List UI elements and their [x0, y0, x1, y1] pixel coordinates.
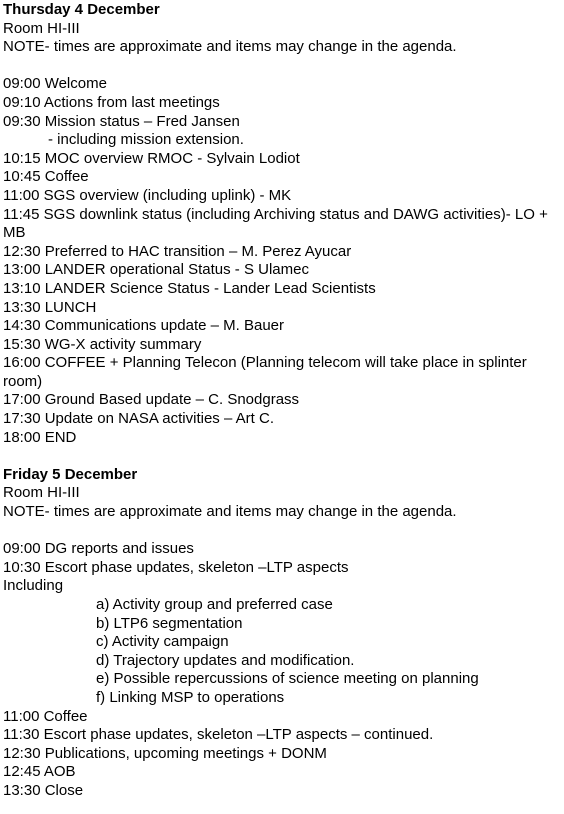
agenda-item: 11:45 SGS downlink status (including Archiving status and DAWG activities)- LO + MB [3, 205, 548, 242]
agenda-item: 13:00 LANDER operational Status - S Ulamec [3, 261, 309, 279]
day2-heading: Friday 5 December [3, 465, 138, 483]
day2-note: NOTE- times are approximate and items may change in the agenda. [3, 503, 457, 521]
agenda-item: 09:00 Welcome [3, 75, 107, 93]
agenda-item: 12:30 Publications, upcoming meetings + DONM [3, 744, 327, 762]
agenda-item: Including [3, 577, 64, 595]
agenda-item: 18:00 END [3, 428, 77, 446]
agenda-item: 13:10 LANDER Science Status - Lander Lead Scientists [3, 279, 376, 297]
day1-note: NOTE- times are approximate and items may change in the agenda. [3, 38, 457, 56]
agenda-item: 13:30 LUNCH [3, 298, 97, 316]
day1-room: Room HI-III [3, 19, 80, 37]
agenda-item: 09:00 DG reports and issues [3, 540, 194, 558]
spacer [3, 447, 561, 466]
agenda-subitem: a) Activity group and preferred case [96, 596, 333, 613]
agenda-item: 11:00 SGS overview (including uplink) - MK [3, 186, 292, 204]
agenda-subitem: f) Linking MSP to operations [96, 688, 285, 706]
agenda-item: 17:30 Update on NASA activities – Art C. [3, 410, 274, 428]
day2-room: Room HI-III [3, 484, 80, 502]
agenda-item: 12:30 Preferred to HAC transition – M. Perez Ayucar [3, 242, 352, 260]
agenda-document [3, 1, 561, 801]
agenda-item: 09:10 Actions from last meetings [3, 93, 220, 111]
agenda-item: 15:30 WG-X activity summary [3, 335, 202, 353]
agenda-subitem: d) Trajectory updates and modification. [96, 651, 355, 669]
day2-section [3, 466, 561, 801]
agenda-subitem: - including mission extension. [48, 131, 244, 149]
agenda-item: 10:45 Coffee [3, 168, 89, 186]
agenda-item: 11:00 Coffee [3, 707, 88, 725]
agenda-item: 17:00 Ground Based update – C. Snodgrass [3, 391, 300, 409]
day1-section [3, 1, 561, 447]
agenda-subitem: b) LTP6 segmentation [96, 614, 243, 632]
agenda-item: 11:30 Escort phase updates, skeleton –LTP aspects – continued. [3, 726, 434, 744]
agenda-item: 16:00 COFFEE + Planning Telecon (Planning telecom will take place in splinter room) [3, 354, 527, 390]
agenda-item: 12:45 AOB [3, 763, 76, 781]
agenda-item: 13:30 Close [3, 781, 84, 799]
agenda-subitem: e) Possible repercussions of science meeting on planning [96, 670, 479, 688]
day1-heading: Thursday 4 December [3, 1, 160, 18]
agenda-subitem: c) Activity campaign [96, 633, 229, 651]
spacer [3, 57, 561, 76]
agenda-item: 14:30 Communications update – M. Bauer [3, 317, 284, 335]
agenda-item: 09:30 Mission status – Fred Jansen [3, 112, 240, 130]
agenda-item: 10:15 MOC overview RMOC - Sylvain Lodiot [3, 149, 300, 167]
agenda-item: 10:30 Escort phase updates, skeleton –LTP aspects [3, 558, 349, 576]
spacer [3, 522, 561, 541]
